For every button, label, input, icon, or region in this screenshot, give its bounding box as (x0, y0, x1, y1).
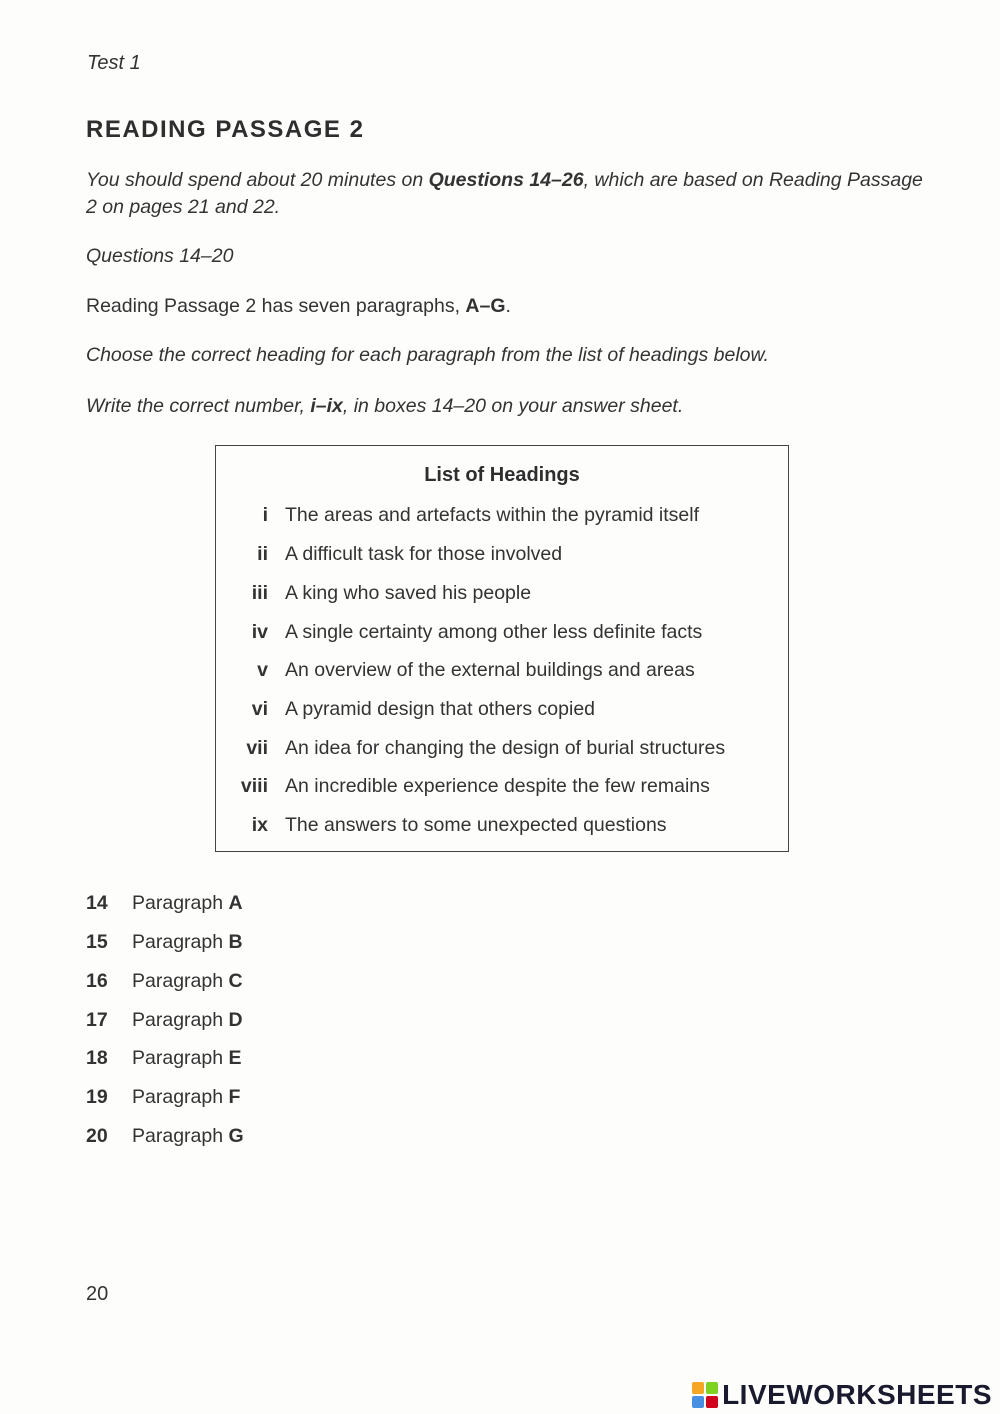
heading-numeral: ix (251, 814, 268, 836)
heading-item (216, 659, 788, 698)
question-number: 14 (86, 892, 108, 914)
question-label (132, 931, 243, 954)
paragraph-letter: D (228, 1009, 243, 1031)
heading-text: An incredible experience despite the few remains (285, 775, 710, 797)
paragraph-letter: C (228, 970, 243, 992)
question-label (132, 1009, 243, 1032)
heading-item (216, 621, 788, 660)
question-number: 17 (86, 1009, 108, 1031)
heading-numeral: viii (240, 775, 268, 797)
heading-numeral: v (257, 659, 268, 681)
paragraph-letter: B (228, 931, 243, 953)
heading-item (216, 775, 788, 814)
question-number: 19 (86, 1086, 108, 1108)
intro-instruction (86, 167, 926, 221)
question-number: 18 (86, 1047, 108, 1069)
intro-text-1: You should spend about 20 minutes on (86, 169, 429, 191)
headings-title: List of Headings (424, 464, 580, 486)
heading-text: An idea for changing the design of burial structures (285, 737, 726, 759)
question-label (132, 892, 243, 915)
para-count-text-2: . (505, 295, 511, 317)
heading-text: The areas and artefacts within the pyramid itself (285, 504, 700, 526)
heading-text: A pyramid design that others copied (285, 698, 596, 720)
paragraph-letter: G (228, 1125, 244, 1147)
heading-numeral: iii (251, 582, 268, 604)
intro-bold-questions: Questions 14–26 (428, 169, 584, 191)
heading-text: A king who saved his people (285, 582, 532, 604)
heading-item (216, 543, 788, 582)
para-count-bold: A–G (465, 295, 506, 317)
page-number: 20 (86, 1283, 109, 1305)
heading-item (216, 504, 788, 543)
paragraph-word: Paragraph (132, 931, 229, 953)
paragraph-word: Paragraph (132, 1086, 229, 1108)
question-label (132, 1086, 240, 1109)
heading-text: The answers to some unexpected questions (285, 814, 667, 836)
paragraph-letter: F (228, 1086, 241, 1108)
heading-numeral: vii (246, 737, 268, 759)
passage-title: READING PASSAGE 2 (86, 116, 365, 143)
liveworksheets-watermark (692, 1378, 992, 1412)
choose-instruction: Choose the correct heading for each paragraph from the list of headings below. (86, 344, 769, 366)
paragraph-letter: E (228, 1047, 242, 1069)
paragraph-count-instruction (86, 293, 926, 320)
write-text-2: , in boxes 14–20 on your answer sheet. (342, 395, 684, 417)
para-count-text-1: Reading Passage 2 has seven paragraphs, (86, 295, 466, 317)
heading-text: A single certainty among other less definite facts (285, 621, 703, 643)
question-range-heading: Questions 14–20 (86, 245, 234, 267)
heading-numeral: i (262, 504, 268, 526)
paragraph-word: Paragraph (132, 892, 229, 914)
question-label (132, 1047, 242, 1070)
paragraph-letter: A (228, 892, 243, 914)
intro-text-2: , which are based on Reading Passage 2 on pages 21 and 22. (86, 169, 923, 218)
question-number: 15 (86, 931, 108, 953)
heading-numeral: ii (257, 543, 268, 565)
question-label (132, 970, 243, 993)
list-of-headings-box (215, 445, 789, 852)
liveworksheets-logo-icon (692, 1382, 719, 1409)
question-label (132, 1125, 244, 1148)
write-instruction (86, 393, 926, 420)
question-number: 20 (86, 1125, 108, 1147)
write-text-1: Write the correct number, (86, 395, 311, 417)
paragraph-word: Paragraph (132, 1047, 229, 1069)
question-number: 16 (86, 970, 108, 992)
heading-text: An overview of the external buildings and areas (285, 659, 695, 681)
heading-item (216, 698, 788, 737)
heading-numeral: vi (251, 698, 268, 720)
heading-text: A difficult task for those involved (285, 543, 563, 565)
paragraph-word: Paragraph (132, 970, 229, 992)
paragraph-word: Paragraph (132, 1009, 229, 1031)
watermark-text: LIVEWORKSHEETS (722, 1379, 992, 1410)
test-label: Test 1 (87, 52, 141, 74)
heading-numeral: iv (251, 621, 268, 643)
heading-item (216, 814, 788, 853)
heading-item (216, 737, 788, 776)
paragraph-word: Paragraph (132, 1125, 229, 1147)
heading-item (216, 582, 788, 621)
write-bold-range: i–ix (310, 395, 343, 417)
